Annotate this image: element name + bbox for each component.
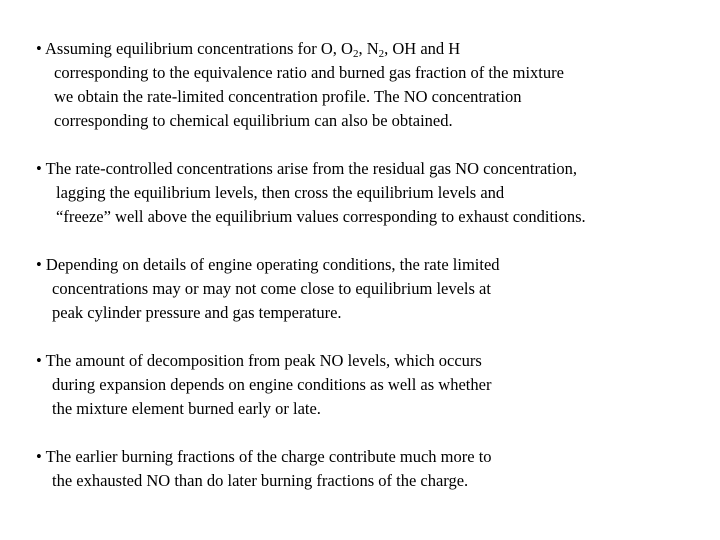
bullet-line: lagging the equilibrium levels, then cross the equilibrium levels and [56,183,505,202]
bullet-line: peak cylinder pressure and gas temperature. [52,303,342,322]
bullet-line: corresponding to the equivalence ratio and burned gas fraction of the mixture [54,63,564,82]
bullet-line: the mixture element burned early or late. [52,399,321,418]
bullet-engine-conditions [36,253,706,325]
bullet-line: • The earlier burning fractions of the charge contribute much more to [36,447,492,466]
bullet-equilibrium-assumption [36,37,706,133]
bullet-line: we obtain the rate-limited concentration profile. The NO concentration [54,87,522,106]
bullet-line: during expansion depends on engine conditions as well as whether [52,375,492,394]
bullet-line: corresponding to chemical equilibrium can also be obtained. [54,111,453,130]
subscript: 2 [378,48,385,60]
bullet-line: • The rate-controlled concentrations arise from the residual gas NO concentration, [36,159,578,178]
bullet-line: “freeze” well above the equilibrium values corresponding to exhaust conditions. [56,207,586,226]
bullet-rate-controlled [36,157,706,229]
bullet-line: • Depending on details of engine operating conditions, the rate limited [36,255,500,274]
bullet-line: the exhausted NO than do later burning fractions of the charge. [52,471,469,490]
bullet-line: concentrations may or may not come close to equilibrium levels at [52,279,491,298]
subscript: 2 [352,48,359,60]
bullet-line: • The amount of decomposition from peak NO levels, which occurs [36,351,482,370]
bullet-line: • Assuming equilibrium concentrations for O, $O_2$, $N_2$, OH and H [36,39,461,60]
bullet-burning-fractions [36,445,706,493]
bullet-decomposition [36,349,706,421]
